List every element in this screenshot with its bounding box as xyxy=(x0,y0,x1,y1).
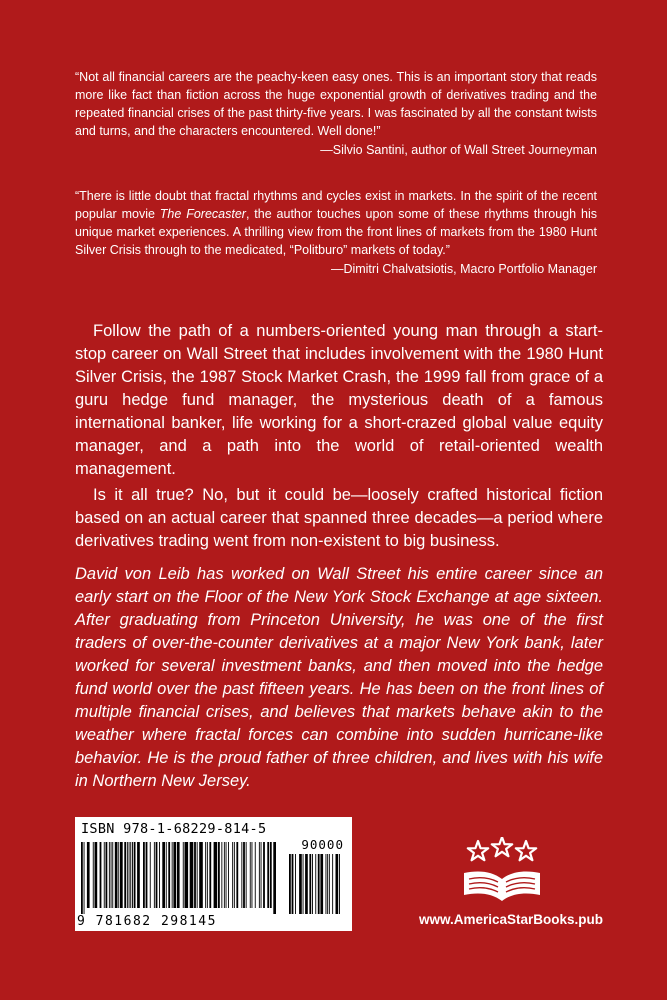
barcode-bar xyxy=(183,842,184,908)
endorsement-quote-start: “There is little doubt that fractal rhythms and cycles exist in markets. In the spirit of the recent popular movie xyxy=(75,189,597,221)
barcode-bar xyxy=(226,842,227,908)
barcode-bar xyxy=(339,854,340,914)
price-code: 90000 xyxy=(301,837,344,852)
barcode-bar xyxy=(159,842,160,908)
barcode-bar xyxy=(303,854,304,914)
barcode-bar xyxy=(132,842,133,908)
barcode-bar xyxy=(111,842,112,908)
barcode-bar xyxy=(134,842,136,908)
barcode-bar xyxy=(112,842,113,908)
barcode-bar xyxy=(243,842,245,908)
endorsement-1 xyxy=(75,68,597,159)
barcode-bar xyxy=(295,854,296,914)
synopsis-paragraph: Is it all true? No, but it could be—loosely crafted historical fiction based on an actual career that spanned three decades—a period where derivatives trading went from non-existent to big business. xyxy=(75,486,603,550)
barcode-bar xyxy=(259,842,260,908)
barcode-bar xyxy=(336,854,339,914)
isbn-digits: 9 781682 298145 xyxy=(77,914,217,929)
barcode-bar xyxy=(150,842,151,908)
barcode-bar xyxy=(327,854,328,914)
author-bio: David von Leib has worked on Wall Street his entire career since an early start on the Floor of the New York Stock Exchange at age sixteen. After graduating from Princeton University, he was one of the first traders of over-the-counter derivatives at a major New York bank, later worked for several investment banks, and then moved into the hedge fund world over the past fifteen years. He has been on the front lines of multiple financial crises, and believes that markets behave akin to the weather where fractal forces can combine into sudden hurricane-like behavior. He is the proud father of three children, and lives with his wife in Northern New Jersey. xyxy=(75,565,603,790)
barcode-bar xyxy=(318,854,320,914)
barcode-bar xyxy=(87,842,90,908)
endorsement-quote-end: , the author touches upon some of these rhythms through his unique market experiences. A thrilling view from the front lines of markets from the 1980 Hunt Silver Crisis through to the medicated, “Politburo” markets of today.” xyxy=(75,207,597,257)
endorsement-quote: “Not all financial careers are the peachy-keen easy ones. This is an important story that reads more like fact than fiction across the huge exponential growth of derivatives trading and the repeated financial crises of the past thirty-five years. I was fascinated by all the constant twists and turns, and the characters encountered. Well done!” xyxy=(75,70,597,138)
barcode-bar xyxy=(255,842,256,908)
barcode-bar xyxy=(273,842,276,914)
barcode-bar xyxy=(172,842,173,908)
barcode-bar xyxy=(221,842,222,908)
barcode-bar xyxy=(84,842,85,914)
barcode-bar xyxy=(228,842,229,908)
barcode-bar xyxy=(115,842,118,908)
addon-bars xyxy=(289,854,343,914)
barcode-bar xyxy=(154,842,155,908)
barcode-bar xyxy=(166,842,167,908)
barcode-bar xyxy=(250,842,251,908)
isbn-label: ISBN 978-1-68229-814-5 xyxy=(81,821,267,837)
barcode-bar xyxy=(326,854,327,914)
endorsement-2 xyxy=(75,187,597,278)
barcode-bar xyxy=(127,842,128,908)
barcode-bar xyxy=(309,854,311,914)
barcode-bar xyxy=(234,842,235,908)
barcode-bar xyxy=(129,842,130,908)
ean-bars xyxy=(81,842,277,914)
barcode-bar xyxy=(124,842,126,908)
barcode-bar xyxy=(241,842,242,908)
barcode-bar xyxy=(173,842,176,908)
barcode-bar xyxy=(332,854,333,914)
barcode-bar xyxy=(130,842,131,908)
barcode-bar xyxy=(218,842,220,908)
barcode-bar xyxy=(104,842,105,908)
barcode-bar xyxy=(100,842,102,908)
barcode-bar xyxy=(168,842,170,908)
barcode-bar xyxy=(106,842,108,908)
barcode-bar xyxy=(81,842,83,914)
barcode-bar xyxy=(162,842,165,908)
isbn-barcode xyxy=(75,817,352,931)
barcode-bar xyxy=(252,842,253,908)
barcode-bar xyxy=(261,842,262,908)
barcode-bar xyxy=(299,854,302,914)
endorsement-attribution: —Dimitri Chalvatsiotis, Macro Portfolio Manager xyxy=(330,262,597,276)
barcode-bar xyxy=(305,854,308,914)
book-synopsis xyxy=(75,320,603,553)
barcode-bar xyxy=(292,854,294,914)
barcode-bar xyxy=(199,842,203,908)
barcode-bar xyxy=(207,842,208,908)
synopsis-paragraph: Follow the path of a numbers-oriented young man through a start-stop career on Wall Street that includes involvement with the 1980 Hunt Silver Crisis, the 1987 Stock Market Crash, the 1999 fall from grace of a guru hedge fund manager, the mysterious death of a famous international banker, life working for a short-crazed global value equity manager, and a path into the world of retail-oriented wealth management. xyxy=(75,322,603,478)
barcode-bar xyxy=(197,842,198,908)
barcode-bar xyxy=(263,842,265,908)
barcode-bar xyxy=(109,842,110,908)
barcode-bar xyxy=(224,842,225,908)
barcode-bar xyxy=(246,842,247,908)
barcode-bar xyxy=(312,854,313,914)
barcode-bar xyxy=(177,842,180,908)
barcode-bar xyxy=(137,842,140,908)
barcode-bar xyxy=(320,854,323,914)
barcode-bar xyxy=(190,842,194,908)
barcode-bar xyxy=(95,842,98,908)
barcode-bar xyxy=(214,842,218,908)
publisher-url: www.AmericaStarBooks.pub xyxy=(418,912,603,927)
barcode-bar xyxy=(118,842,119,908)
barcode-bar xyxy=(236,842,238,908)
barcode-bar xyxy=(194,842,196,908)
barcode-bar xyxy=(143,842,145,908)
movie-title: The Forecaster xyxy=(159,207,246,221)
barcode-bar xyxy=(329,854,330,914)
barcode-bar xyxy=(209,842,211,908)
barcode-bar xyxy=(205,842,206,908)
barcode-bar xyxy=(315,854,316,914)
barcode-bar xyxy=(185,842,189,908)
endorsement-attribution: —Silvio Santini, author of Wall Street Journeyman xyxy=(320,143,597,157)
barcode-bar xyxy=(93,842,94,908)
barcode-bar xyxy=(270,842,272,908)
barcode-bar xyxy=(232,842,233,908)
barcode-bar xyxy=(120,842,123,908)
stars-over-open-book-icon xyxy=(458,837,546,907)
barcode-bar xyxy=(146,842,148,908)
barcode-bar xyxy=(289,854,291,914)
barcode-bar xyxy=(156,842,158,908)
barcode-bar xyxy=(267,842,269,908)
